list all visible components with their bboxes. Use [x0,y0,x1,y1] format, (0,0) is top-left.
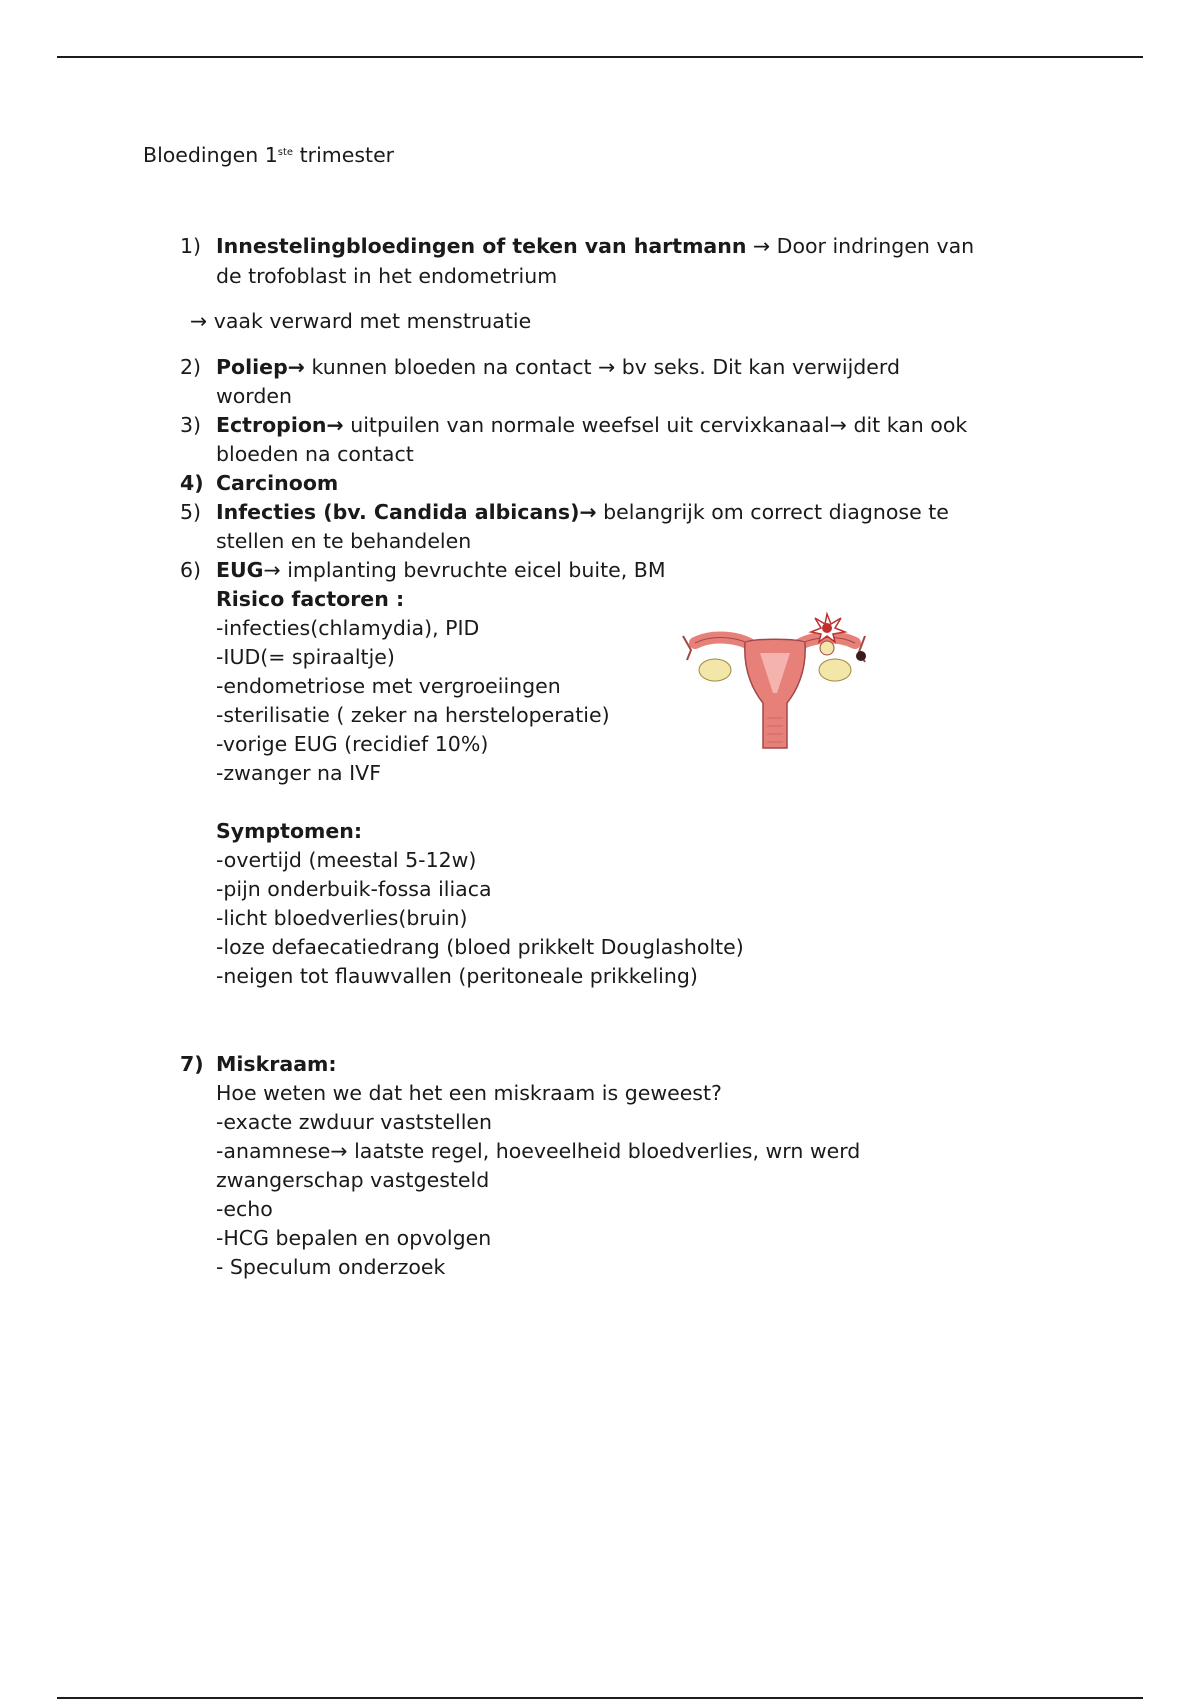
list-item-continuation: stellen en te behandelen [216,529,472,553]
item-number: 4) [180,471,204,495]
risk-line: -zwanger na IVF [216,761,381,785]
top-rule [57,56,1143,58]
list-item-continuation: worden [216,384,292,408]
miskraam-line: -HCG bepalen en opvolgen [216,1226,492,1250]
symptom-line: -loze defaecatiedrang (bloed prikkelt Douglasholte) [216,935,744,959]
list-item: Miskraam: [216,1052,337,1076]
list-item: Ectropion→ uitpuilen van normale weefsel uit cervixkanaal→ dit kan ook [216,413,968,437]
miskraam-question: Hoe weten we dat het een miskraam is geweest? [216,1081,722,1105]
list-item: Innestelingbloedingen of teken van hartmann → Door indringen van [216,234,975,258]
item-number: 7) [180,1052,204,1076]
risk-line: -infecties(chlamydia), PID [216,616,480,640]
item-number: 6) [180,558,202,582]
list-item-continuation: de trofoblast in het endometrium [216,264,558,288]
symptom-line: -overtijd (meestal 5-12w) [216,848,477,872]
risk-line: -endometriose met vergroeiingen [216,674,561,698]
miskraam-line: zwangerschap vastgesteld [216,1168,490,1192]
miskraam-line: - Speculum onderzoek [216,1255,446,1279]
page-title: Bloedingen 1ste trimester [143,143,395,167]
item-number: 1) [180,234,202,258]
risk-heading: Risico factoren : [216,587,405,611]
item-number: 3) [180,413,202,437]
risk-line: -IUD(= spiraaltje) [216,645,395,669]
list-item: Infecties (bv. Candida albicans)→ belangrijk om correct diagnose te [216,500,949,524]
miskraam-line: -exacte zwduur vaststellen [216,1110,492,1134]
symptom-line: -licht bloedverlies(bruin) [216,906,468,930]
symptom-line: -pijn onderbuik-fossa iliaca [216,877,492,901]
note-line: → vaak verward met menstruatie [190,309,532,333]
list-item: EUG→ implanting bevruchte eicel buite, BM [216,558,666,582]
symptoms-heading: Symptomen: [216,819,363,843]
miskraam-line: -echo [216,1197,273,1221]
list-item: Poliep→ kunnen bloeden na contact → bv seks. Dit kan verwijderd [216,355,900,379]
bottom-rule [57,1697,1143,1699]
risk-line: -vorige EUG (recidief 10%) [216,732,489,756]
symptom-line: -neigen tot flauwvallen (peritoneale prikkeling) [216,964,698,988]
risk-line: -sterilisatie ( zeker na hersteloperatie) [216,703,610,727]
list-item-continuation: bloeden na contact [216,442,414,466]
item-number: 5) [180,500,202,524]
item-number: 2) [180,355,202,379]
uterus-ectopic-illustration-icon [675,608,875,758]
list-item: Carcinoom [216,471,339,495]
miskraam-line: -anamnese→ laatste regel, hoeveelheid bloedverlies, wrn werd [216,1139,861,1163]
